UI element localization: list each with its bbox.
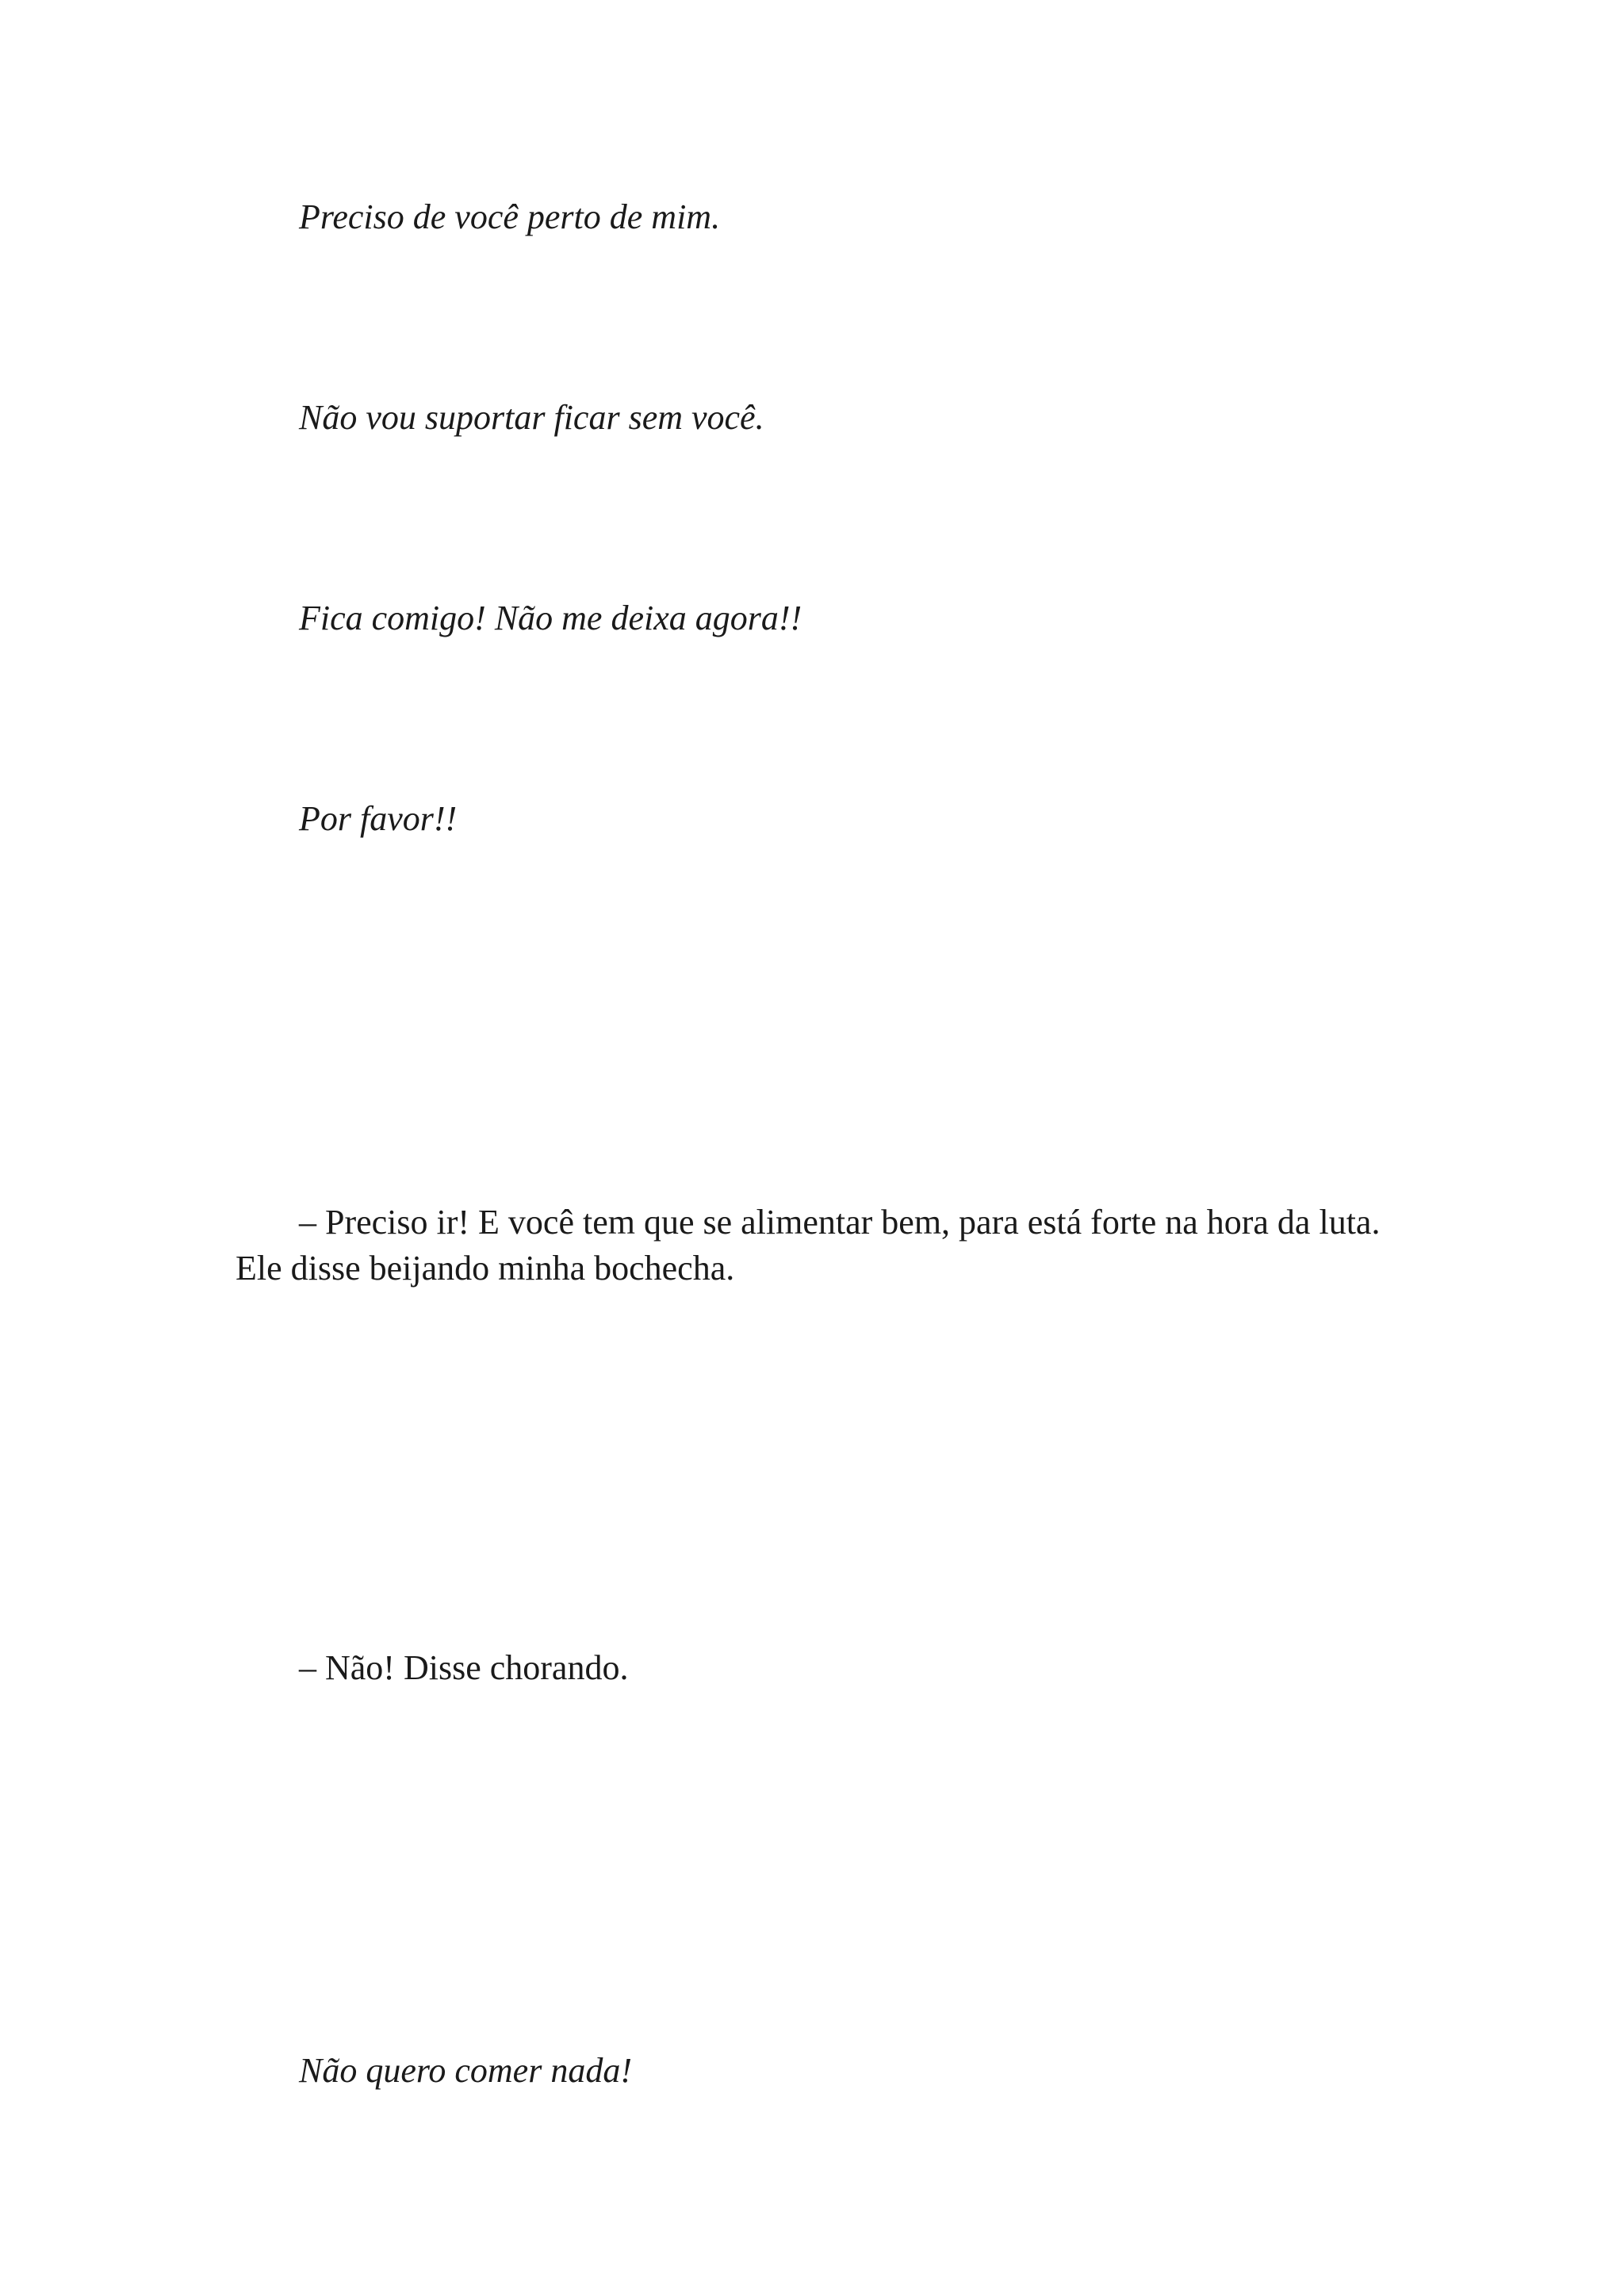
paragraph-1: Preciso de você perto de mim. <box>299 197 721 236</box>
paragraph-2: Não vou suportar ficar sem você. <box>299 398 764 437</box>
paragraph-4: Por favor!! <box>299 799 458 838</box>
paragraph-3: Fica comigo! Não me deixa agora!! <box>299 599 802 637</box>
paragraph-5: – Preciso ir! E você tem que se alimentar bem, para está forte na hora da luta. Ele disse beijando minha bochecha. <box>236 1203 1381 1288</box>
paragraph-7: Não quero comer nada! <box>299 2051 632 2090</box>
paragraph-6: – Não! Disse chorando. <box>299 1648 629 1687</box>
